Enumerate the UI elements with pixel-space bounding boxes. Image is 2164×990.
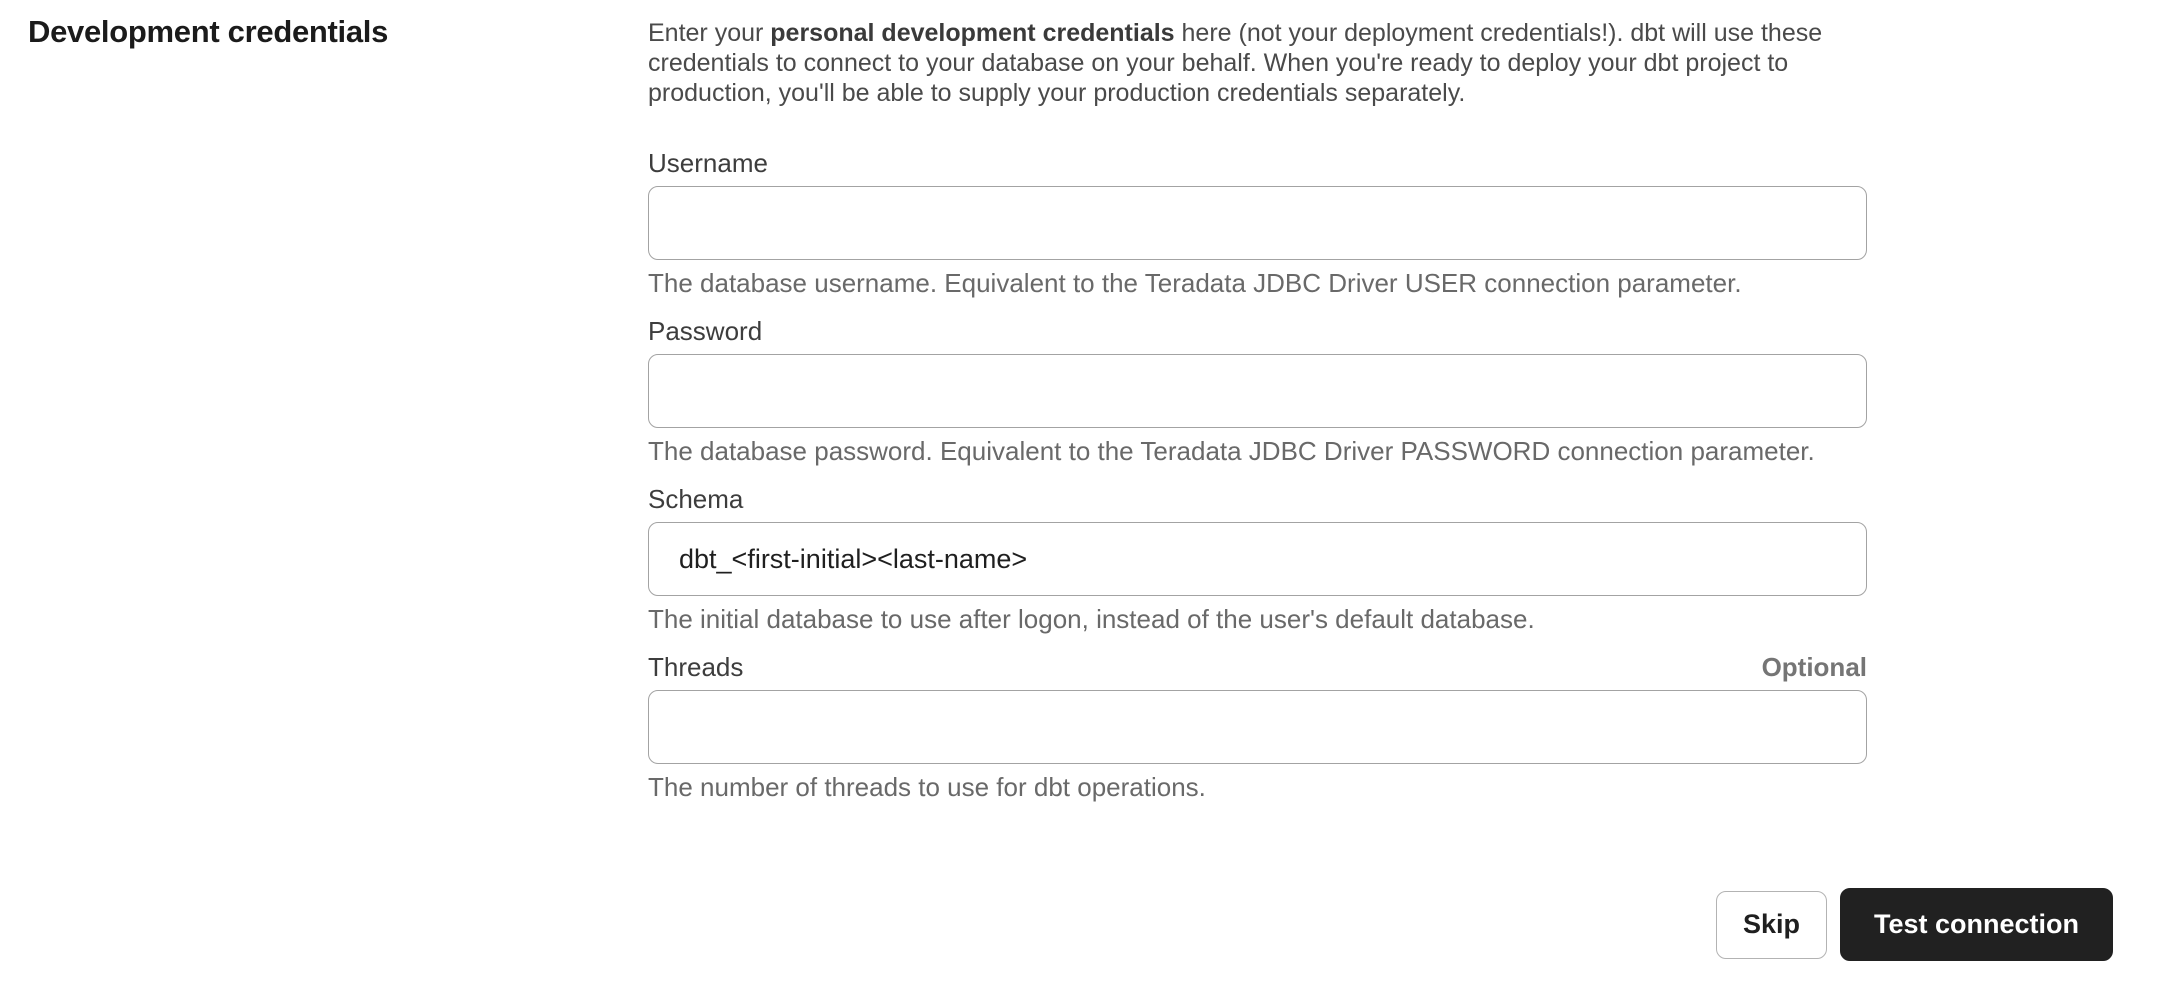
threads-field-group — [648, 650, 1867, 802]
schema-label-row — [648, 482, 1867, 516]
username-field-group — [648, 146, 1867, 298]
password-label-row — [648, 314, 1867, 348]
intro-text-prefix: Enter your — [648, 19, 771, 47]
credentials-form — [648, 0, 1867, 818]
threads-helper-text: The number of threads to use for dbt operations. — [648, 772, 1206, 802]
page-title: Development credentials — [28, 14, 389, 49]
test-connection-button[interactable]: Test connection — [1840, 888, 2113, 961]
threads-input[interactable] — [648, 690, 1867, 764]
schema-field-group — [648, 482, 1867, 634]
username-input[interactable] — [648, 186, 1867, 260]
password-label: Password — [648, 316, 763, 346]
schema-input[interactable] — [648, 522, 1867, 596]
threads-label-row — [648, 650, 1867, 684]
password-helper-text: The database password. Equivalent to the Teradata JDBC Driver PASSWORD connection parameter. — [648, 436, 1815, 466]
username-helper-text: The database username. Equivalent to the Teradata JDBC Driver USER connection parameter. — [648, 268, 1742, 298]
threads-optional-badge: Optional — [1761, 652, 1867, 682]
footer-actions — [0, 888, 2164, 961]
intro-paragraph — [648, 18, 1867, 108]
username-label: Username — [648, 148, 768, 178]
skip-button[interactable]: Skip — [1716, 891, 1827, 959]
password-field-group — [648, 314, 1867, 466]
schema-label: Schema — [648, 484, 744, 514]
intro-text-bold: personal development credentials — [770, 19, 1175, 47]
threads-label: Threads — [648, 652, 744, 682]
section-title-column — [0, 0, 648, 50]
password-input[interactable] — [648, 354, 1867, 428]
schema-helper-text: The initial database to use after logon, instead of the user's default database. — [648, 604, 1535, 634]
username-label-row — [648, 146, 1867, 180]
intro-text-rest: here (not your deployment credentials!). dbt will use these credentials to connect to your database on your behalf. When you're ready to deploy your dbt project to production, you'll be able to supply your production credentials separately. — [648, 19, 1823, 107]
